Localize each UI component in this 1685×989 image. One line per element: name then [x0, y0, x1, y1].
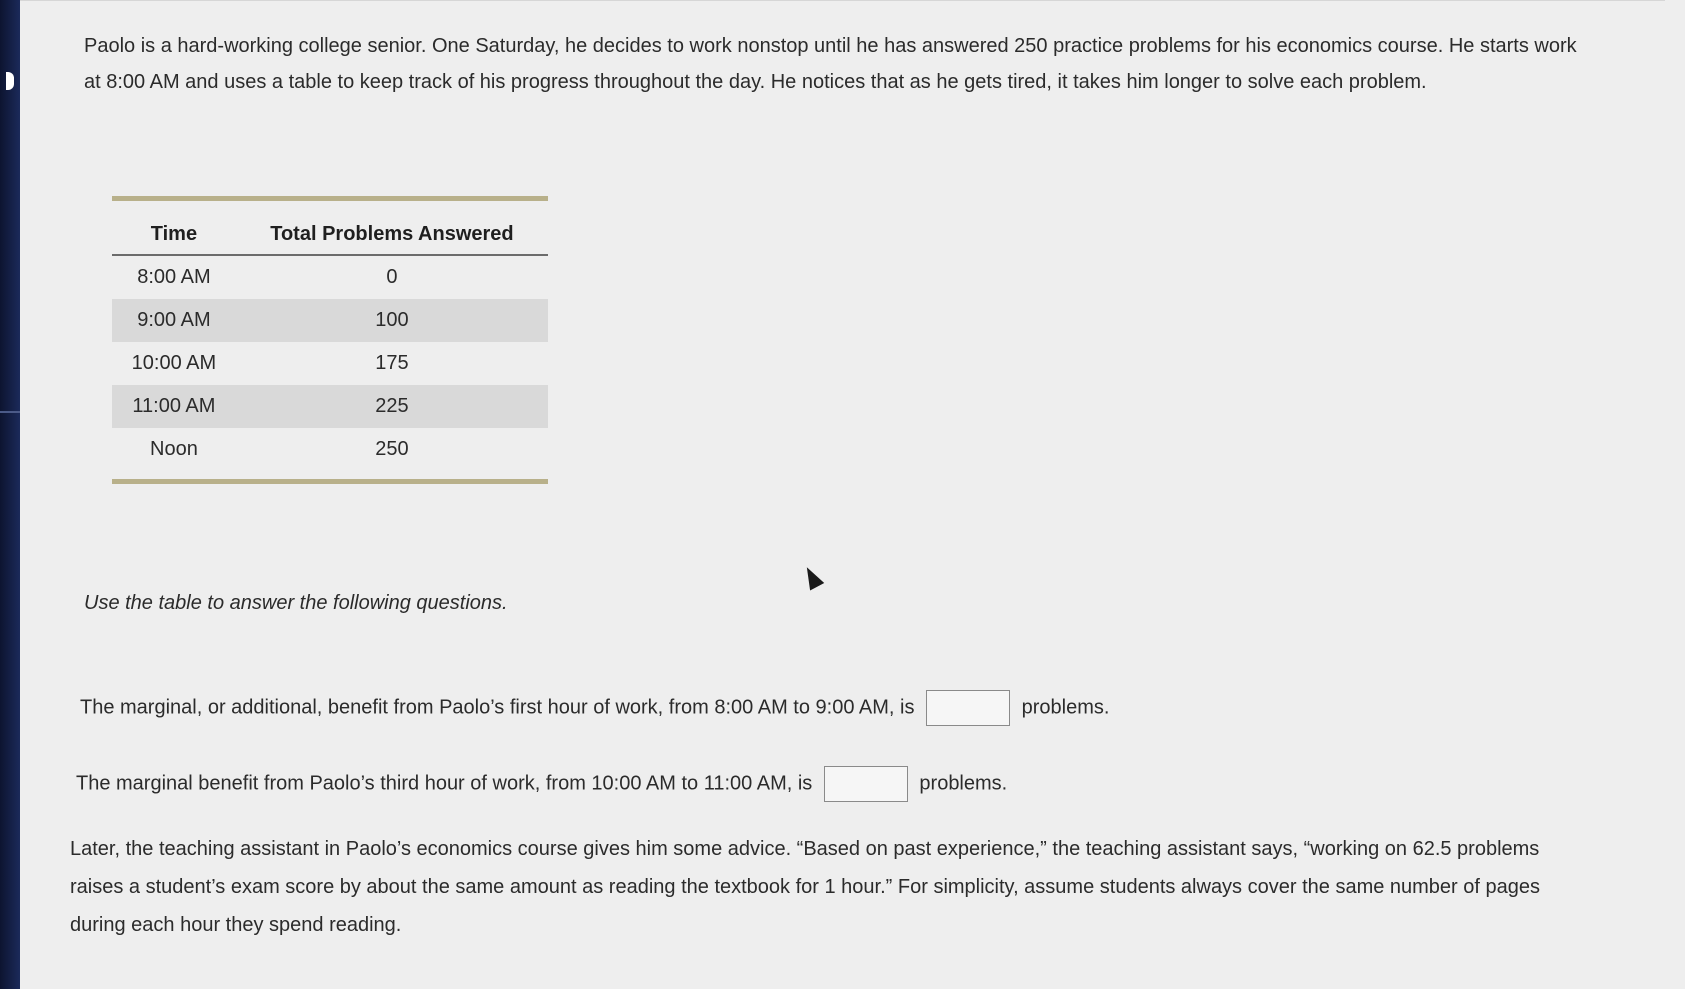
table-bottom-rule	[112, 479, 548, 484]
edge-divider	[0, 411, 20, 413]
question-first-hour	[80, 690, 1109, 726]
total-column-header: Total Problems Answered	[236, 211, 548, 255]
time-cell: Noon	[150, 438, 198, 460]
question-prefix: The marginal benefit from Paolo’s third hour of work, from 10:00 AM to 11:00 AM, is	[76, 772, 813, 795]
table-header-row	[112, 211, 548, 255]
total-cell: 175	[375, 352, 409, 374]
time-cell: 11:00 AM	[112, 385, 236, 428]
progress-table-container	[112, 196, 548, 484]
table-row	[112, 342, 548, 385]
question-suffix: problems.	[1021, 696, 1110, 719]
total-cell: 100	[236, 299, 548, 342]
time-column-header: Time	[112, 211, 236, 255]
problem-intro: Paolo is a hard-working college senior. One Saturday, he decides to work nonstop until he has answered 250 practice problems for his economics course. He starts work at 8:00 AM and uses a table to keep track of his progress throughout the day. He notices that as he gets tired, it takes him longer to solve each problem.	[84, 35, 1577, 93]
teaching-assistant-advice: Later, the teaching assistant in Paolo’s economics course gives him some advice. “Based on past experience,” the teaching assistant says, “working on 62.5 problems raises a student’s exam score by about the same amount as reading the textbook for 1 hour.” For simplicity, assume students always cover the same number of pages during each hour they spend reading.	[70, 838, 1540, 936]
instruction-text: Use the table to answer the following questions.	[84, 592, 508, 614]
edge-marker	[6, 72, 14, 90]
total-cell: 0	[386, 266, 398, 288]
time-cell: 8:00 AM	[137, 266, 211, 288]
question-suffix: problems.	[919, 772, 1008, 795]
third-hour-answer-input[interactable]	[824, 766, 908, 802]
table-top-rule	[112, 196, 548, 201]
left-window-edge	[0, 0, 20, 989]
question-third-hour	[76, 766, 1007, 802]
question-prefix: The marginal, or additional, benefit from Paolo’s first hour of work, from 8:00 AM to 9:00 AM, is	[80, 696, 915, 719]
time-cell: 9:00 AM	[112, 299, 236, 342]
table-row	[112, 299, 548, 342]
progress-table	[112, 211, 548, 471]
first-hour-answer-input[interactable]	[926, 690, 1010, 726]
table-row	[112, 385, 548, 428]
top-border	[20, 0, 1665, 17]
total-cell: 225	[236, 385, 548, 428]
time-cell: 10:00 AM	[131, 352, 217, 374]
table-row	[112, 428, 548, 471]
total-cell: 250	[375, 438, 409, 460]
table-row	[112, 255, 548, 299]
